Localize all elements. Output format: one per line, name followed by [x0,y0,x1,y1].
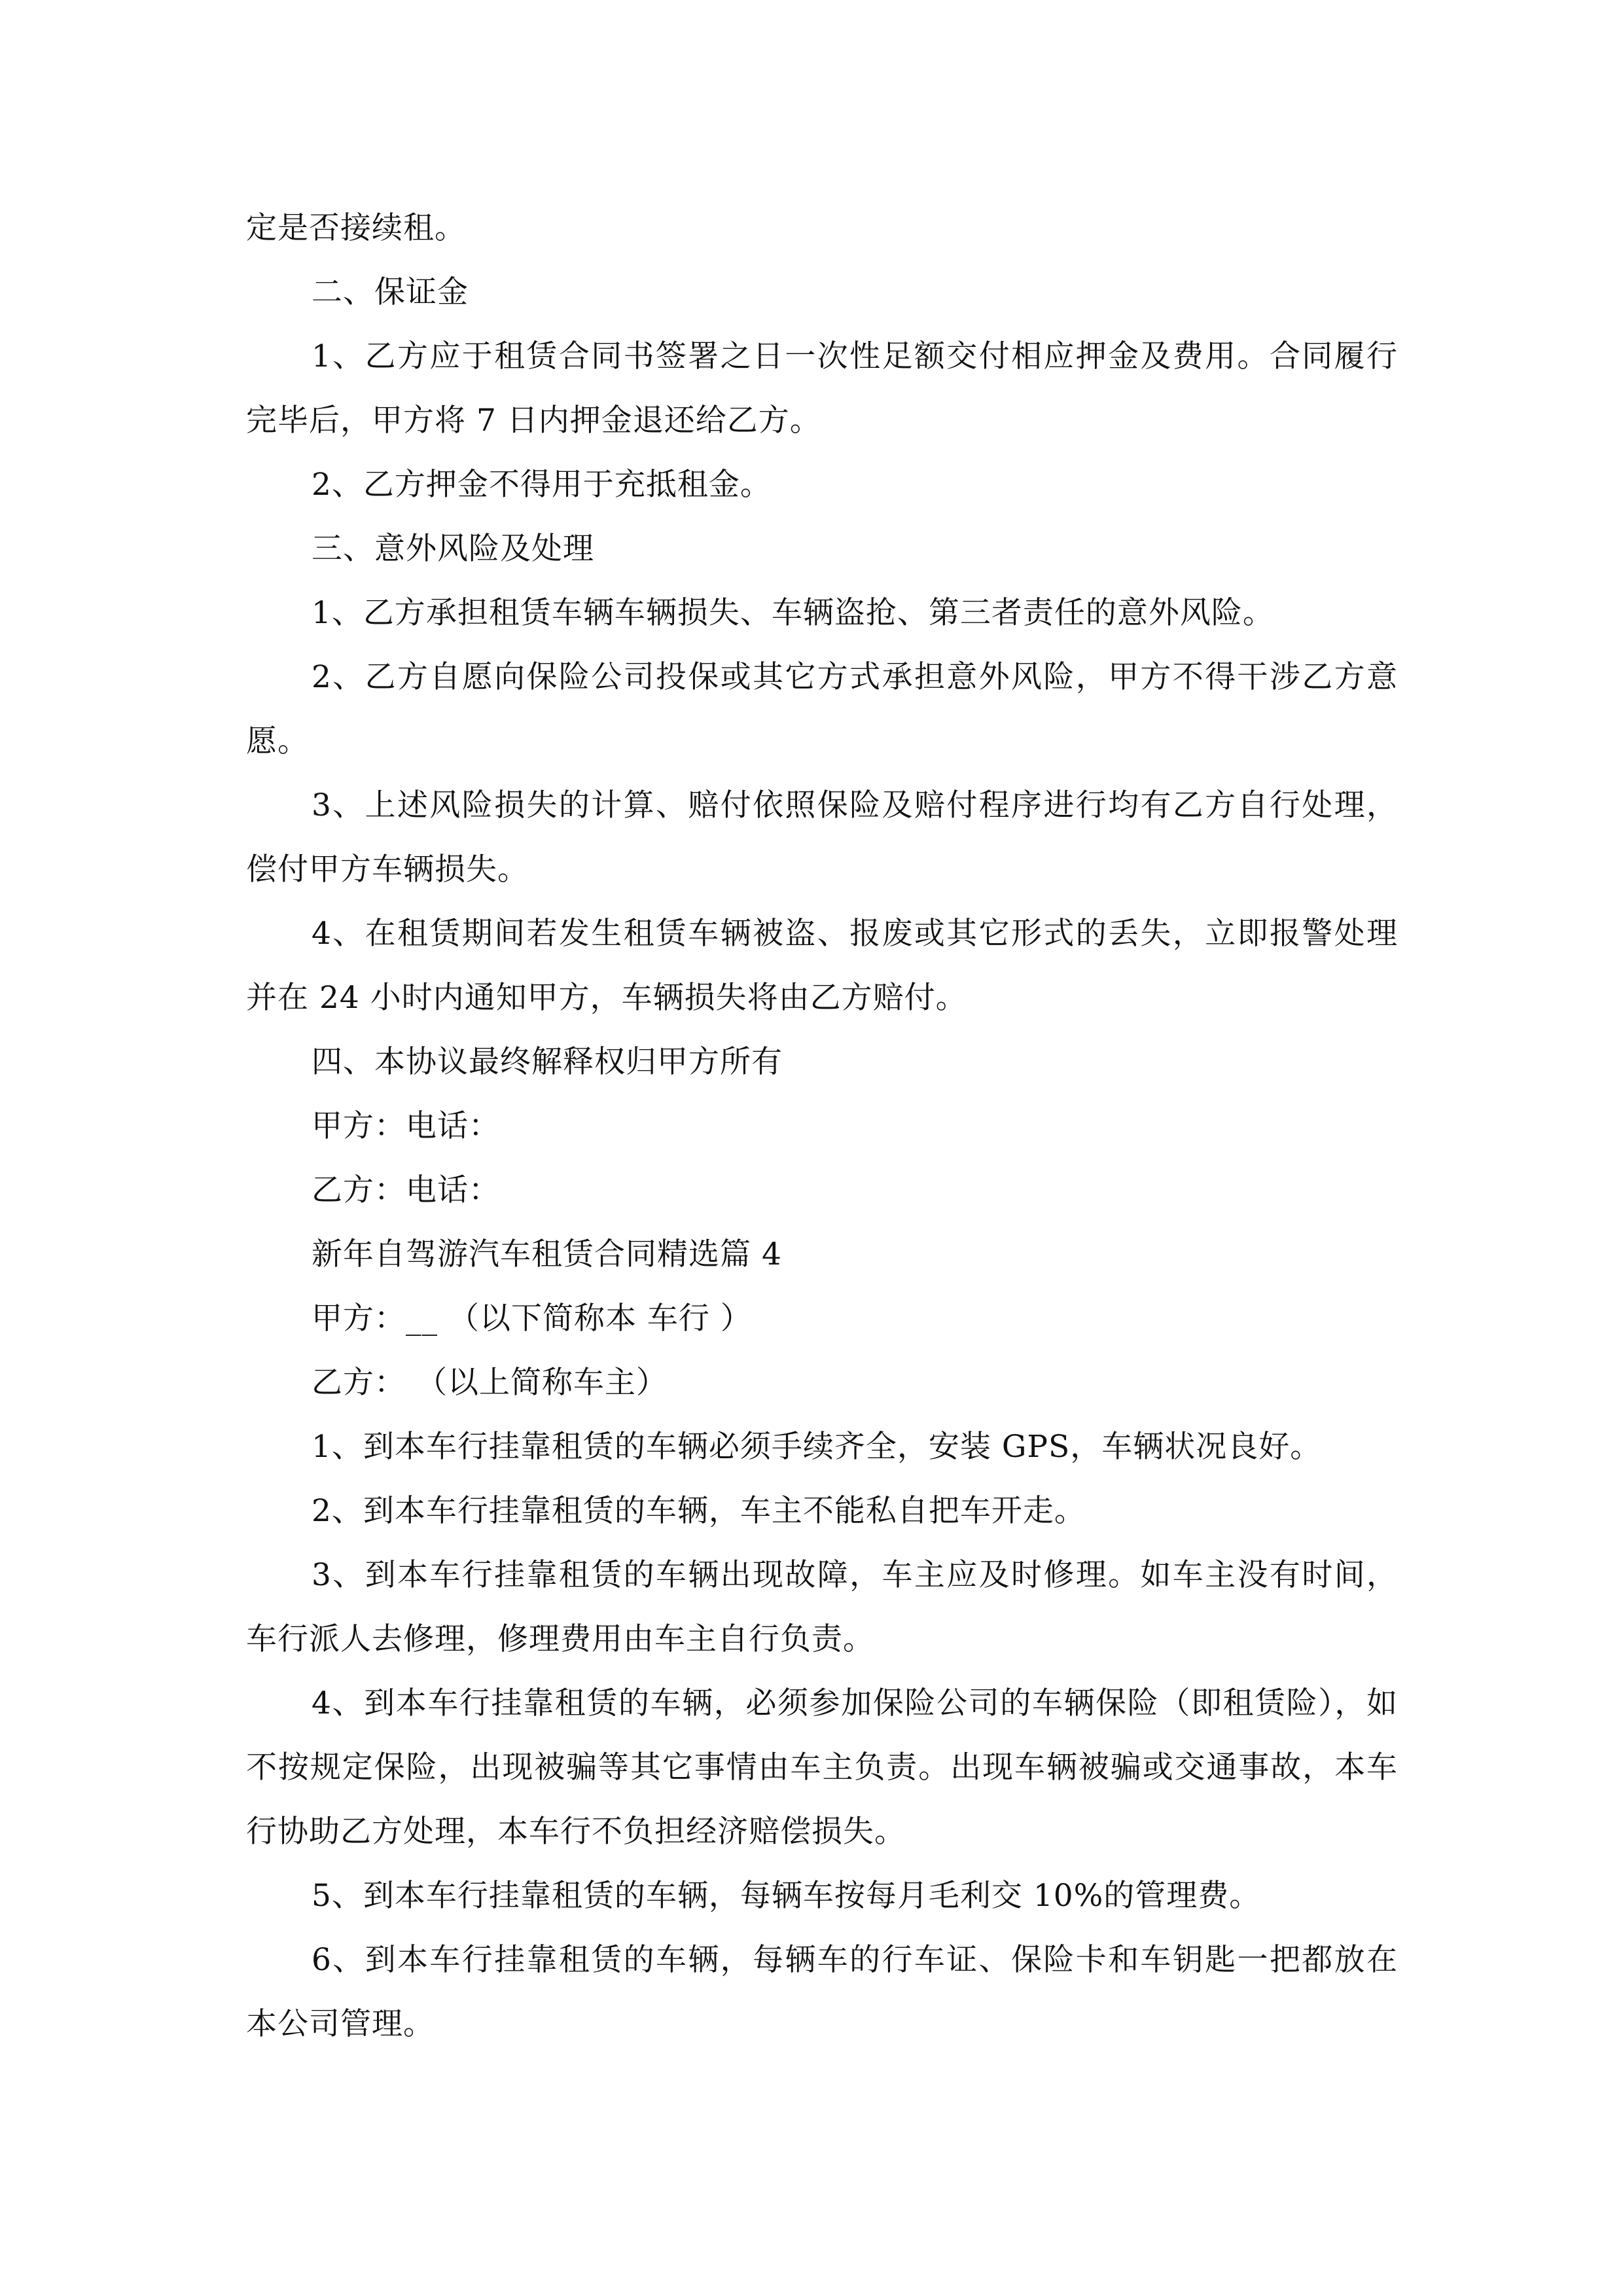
paragraph: 2、乙方自愿向保险公司投保或其它方式承担意外风险，甲方不得干涉乙方意愿。 [246,659,1398,759]
paragraph: 4、在租赁期间若发生租赁车辆被盗、报废或其它形式的丢失，立即报警处理并在 24 小时内通知甲方，车辆损失将由乙方赔付。 [246,916,1398,1016]
section-heading: 二、保证金 [312,274,469,310]
section-heading: 三、意外风险及处理 [312,531,594,567]
party-line: 乙方： （以上简称车主） [312,1365,668,1401]
paragraph: 1、乙方承担租赁车辆车辆损失、车辆盗抢、第三者责任的意外风险。 [312,595,1274,631]
paragraph: 2、乙方押金不得用于充抵租金。 [312,467,772,503]
party-line: 甲方：__ （以下简称本 车行 ） [312,1300,752,1336]
signature-line: 甲方：电话： [312,1108,500,1144]
paragraph: 2、到本车行挂靠租赁的车辆，车主不能私自把车开走。 [312,1493,1086,1529]
paragraph: 1、乙方应于租赁合同书签署之日一次性足额交付相应押金及费用。合同履行完毕后，甲方将 7 日内押金退还给乙方。 [246,338,1398,439]
signature-line: 乙方：电话： [312,1172,500,1208]
document-subtitle: 新年自驾游汽车租赁合同精选篇 4 [312,1236,782,1272]
paragraph: 6、到本车行挂靠租赁的车辆，每辆车的行车证、保险卡和车钥匙一把都放在本公司管理。 [246,1942,1398,2042]
paragraph: 3、到本车行挂靠租赁的车辆出现故障，车主应及时修理。如车主没有时间，车行派人去修理，修理费用由车主自行负责。 [246,1557,1398,1657]
paragraph: 5、到本车行挂靠租赁的车辆，每辆车按每月毛利交 10%的管理费。 [312,1878,1261,1914]
paragraph: 定是否接续租。 [246,210,466,246]
paragraph: 3、上述风险损失的计算、赔付依照保险及赔付程序进行均有乙方自行处理，偿付甲方车辆损失。 [246,787,1398,888]
document-body [246,196,1398,2056]
section-heading: 四、本协议最终解释权归甲方所有 [312,1044,783,1080]
paragraph: 4、到本车行挂靠租赁的车辆，必须参加保险公司的车辆保险（即租赁险），如不按规定保险，出现被骗等其它事情由车主负责。出现车辆被骗或交通事故，本车行协助乙方处理，本车行不负担经济赔偿损失。 [246,1685,1398,1850]
paragraph: 1、到本车行挂靠租赁的车辆必须手续齐全，安装 GPS，车辆状况良好。 [312,1429,1322,1465]
